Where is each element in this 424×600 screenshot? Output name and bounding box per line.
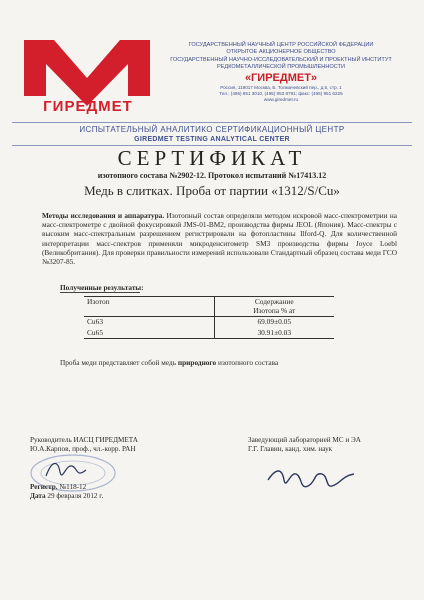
org-line: РЕДКОМЕТАЛЛИЧЕСКОЙ ПРОМЫШЛЕННОСТИ	[216, 64, 346, 71]
reg-label: Регистр.	[30, 483, 58, 491]
org-address: Россия, 119017 Москва, Б. Толмачевский пер., д.5, стр. 1	[220, 84, 342, 90]
results-heading-underline	[60, 292, 140, 293]
org-brand: «ГИРЕДМЕТ»	[244, 71, 318, 84]
note-text-bold: природного	[177, 358, 217, 367]
signature-block-right	[248, 436, 361, 454]
note-text-after: изотопного состава	[216, 358, 279, 367]
isotope-cell: Cu63	[87, 317, 104, 327]
date-value: 29 февраля 2012 г.	[45, 492, 104, 500]
org-phone: Тел.: (495) 951 3010, (495) 953 8791; факс: (495) 951 6225	[219, 90, 343, 96]
right-signer-title: Заведующий лабораторией МС и ЭА	[248, 436, 361, 444]
right-signer-name: Г.Г. Главин, канд. хим. наук	[248, 445, 333, 453]
results-heading: Полученные результаты:	[60, 283, 144, 292]
col-content-line-2: Изотопа % ат	[253, 305, 296, 315]
org-website: www.giredmet.ru	[263, 96, 299, 102]
org-line: ГОСУДАРСТВЕННЫЙ НАУЧНЫЙ ЦЕНТР РОССИЙСКОЙ ФЕДЕРАЦИИ	[188, 42, 374, 48]
table-row	[84, 328, 334, 339]
reg-value: №118-12	[57, 483, 87, 491]
results-header-row	[84, 297, 334, 317]
value-cell: 69.09±0.05	[214, 317, 334, 328]
organization-header	[150, 42, 412, 103]
right-signature-icon	[262, 462, 362, 498]
registration-number	[30, 483, 103, 492]
conclusion-note	[60, 358, 278, 367]
lab-name	[12, 125, 412, 144]
certificate-subtitle: изотопного состава №2902-12. Протокол испытаний №17413.12	[97, 171, 327, 180]
left-signer-title: Руководитель ИАСЦ ГИРЕДМЕТА	[30, 436, 138, 444]
lab-name-ru: ИСПЫТАТЕЛЬНЫЙ АНАЛИТИКО СЕРТИФИКАЦИОННЫЙ ЦЕНТР	[79, 125, 345, 134]
col-content-line-1: Содержание	[254, 297, 294, 306]
org-line: ОТКРЫТОЕ АКЦИОНЕРНОЕ ОБЩЕСТВО	[226, 49, 336, 56]
left-signature-icon	[42, 456, 92, 486]
methods-text: Изотопный состав определяли методом искровой масс-спектрометрии на масс-спектрометре с двойной фокусировкой JMS-01-BM2, производства фирмы JEOL (Япония). Масс-спектры с высоким масс-спектральным разрешением регистрировали на фотопластины Ilford-Q. Для количественной интерпретации масс-спектров применяли микроденситометр SM3 производства фирмы Joyce Loebl (Великобритания). Для проверки правильности измерений использовали Стандартный образец состава меди ГСО №3207-85.	[42, 211, 397, 267]
org-line: ГОСУДАРСТВЕННЫЙ НАУЧНО-ИССЛЕДОВАТЕЛЬСКИЙ И ПРОЕКТНЫЙ ИНСТИТУТ	[170, 56, 392, 63]
col-isotope-header: Изотоп	[84, 297, 214, 317]
lab-name-en: GIREDMET TESTING ANALYTICAL CENTER	[134, 136, 290, 143]
col-content-header	[214, 297, 334, 317]
certificate-subject: Медь в слитках. Проба от партии «1312/S/Cu»	[84, 183, 340, 198]
header-divider-top	[12, 122, 412, 123]
methods-paragraph	[42, 211, 397, 266]
table-row	[84, 317, 334, 328]
registration-date	[30, 492, 103, 501]
logo-text: ГИРЕДМЕТ	[43, 98, 133, 115]
left-signer-name: Ю.А.Карпов, проф., чл.-корр. РАН	[30, 445, 136, 453]
registration-block	[30, 483, 103, 501]
results-table	[84, 296, 334, 339]
isotope-cell: Cu65	[84, 328, 214, 339]
date-label: Дата	[30, 492, 46, 500]
certificate-title: СЕРТИФИКАТ	[117, 146, 307, 170]
note-text-before: Проба меди представляет собой медь	[60, 358, 178, 367]
methods-label: Методы исследования и аппаратура.	[42, 211, 165, 220]
value-cell: 30.91±0.03	[214, 328, 334, 339]
